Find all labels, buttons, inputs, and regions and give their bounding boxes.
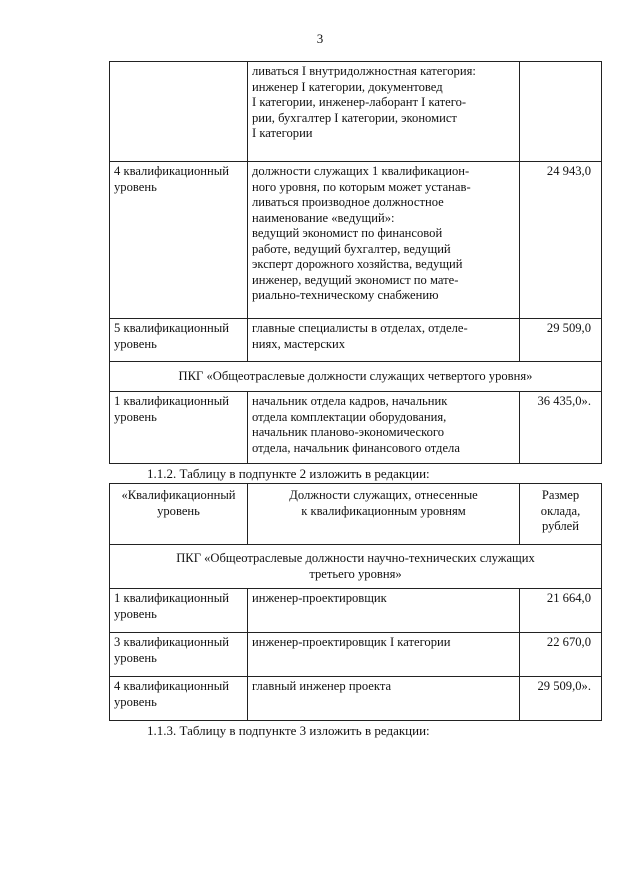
column-header-salary: Размер оклада, рублей [520,484,602,545]
qualification-level-cell: 5 квалификационный уровень [110,319,248,362]
salary-cell: 36 435,0». [520,392,602,464]
qualification-level-cell [110,62,248,162]
group-header-row [110,545,602,589]
paragraph-1-1-2: 1.1.2. Таблицу в подпункте 2 изложить в редакции: [147,466,430,481]
salary-cell [520,62,602,162]
positions-cell: начальник отдела кадров, начальник отдела комплектации оборудования, начальник планово-экономического отдела, начальник финансового отдела [248,392,520,464]
salary-table-continued [109,61,602,464]
positions-cell: главные специалисты в отделах, отделе- ниях, мастерских [248,319,520,362]
table-header-row [110,484,602,545]
qualification-level-cell: 1 квалификационный уровень [110,589,248,633]
table-row [110,162,602,319]
positions-cell: главный инженер проекта [248,677,520,721]
table-row [110,62,602,162]
qualification-level-cell: 4 квалификационный уровень [110,162,248,319]
professional-group-title: ПКГ «Общеотраслевые должности служащих четвертого уровня» [110,362,602,392]
positions-cell: должности служащих 1 квалификацион- ного уровня, по которым может устанав- ливаться производное должностное наименование «ведущий»: ведущий экономист по финансовой работе, ведущий бухгалтер, ведущий эксперт дорожного хозяйства, ведущий инженер, ведущий экономист по мате- риально-техническому снабжению [248,162,520,319]
table-row [110,677,602,721]
positions-cell: инженер-проектировщик [248,589,520,633]
table-row [110,319,602,362]
group-header-row [110,362,602,392]
table-row [110,589,602,633]
salary-table-technical [109,483,602,721]
salary-cell: 24 943,0 [520,162,602,319]
paragraph-1-1-3: 1.1.3. Таблицу в подпункте 3 изложить в редакции: [147,723,430,738]
qualification-level-cell: 1 квалификационный уровень [110,392,248,464]
page-number: 3 [316,31,324,46]
qualification-level-cell: 3 квалификационный уровень [110,633,248,677]
professional-group-title: ПКГ «Общеотраслевые должности научно-технических служащих третьего уровня» [110,545,602,589]
table-row [110,633,602,677]
column-header-level: «Квалификационный уровень [110,484,248,545]
column-header-positions: Должности служащих, отнесенные к квалификационным уровням [248,484,520,545]
table-row [110,392,602,464]
salary-cell: 21 664,0 [520,589,602,633]
positions-cell: инженер-проектировщик I категории [248,633,520,677]
positions-cell: ливаться I внутридолжностная категория: инженер I категории, документовед I категории, инженер-лаборант I катего- рии, бухгалтер I категории, экономист I категории [248,62,520,162]
salary-cell: 29 509,0 [520,319,602,362]
salary-cell: 29 509,0». [520,677,602,721]
qualification-level-cell: 4 квалификационный уровень [110,677,248,721]
salary-cell: 22 670,0 [520,633,602,677]
